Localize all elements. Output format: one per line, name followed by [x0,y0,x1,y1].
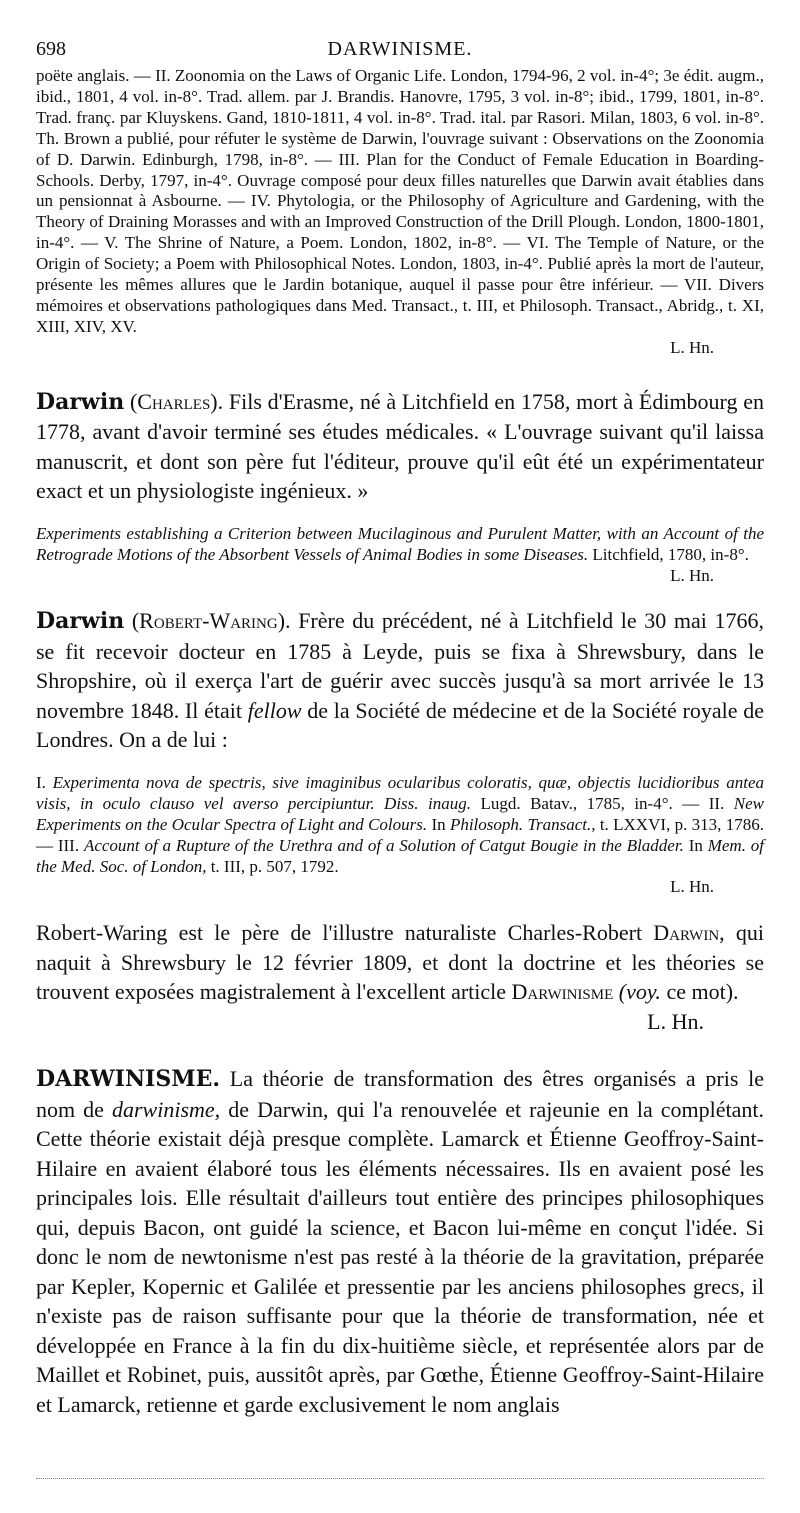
signature: L. Hn. [670,565,714,585]
entry-charles [36,387,764,506]
reference-number: I. [36,772,46,792]
note-name: Darwin, [653,920,725,946]
entry-text: Frère du précédent, né à Litchfield le 30 mai 1766, se fit recevoir docteur en 1785 à Leyde, puis se fixa à Shrewsbury, dans le Shropshire, où il exerça l'art de guérir avec succès jusqu'à sa mort arrivée le 13 novembre 1848. Il était [36,608,764,723]
entry-term: darwinisme, [112,1096,221,1122]
signature: L. Hn. [670,877,714,897]
entry-qualifier: (Charles). [129,388,224,414]
erasme-references [36,66,764,359]
entry-qualifier: (Robert-Waring). [131,608,291,634]
entry-text: de la Société de médecine et de la Société royale de Londres. On a de lui : [36,697,765,753]
reference-publication: In [431,814,446,834]
reference-journal: Philosoph. Transact., [449,814,596,834]
reference-publication: Lugd. Batav., 1785, in-4°. — II. [480,793,725,813]
running-head: DARWINISME. [327,38,473,60]
reference-publication: t. LXXVI, p. 313, 1786. — III. [36,814,764,855]
charles-reference [36,524,764,587]
entry-text: Fils d'Erasme, né à Litchfield en 1758, mort à Édimbourg en 1778, avant d'avoir terminé ses études médicales. « L'ouvrage suivant qu'il laissa manuscrit, et dont son père fut l'éditeur, prouve qu'il eût été un expérimentateur exact et un physiologiste ingénieux. » [36,388,765,504]
reference-publication: Litchfield, 1780, in-8°. [592,544,749,564]
cross-reference: Darwinisme [511,979,614,1005]
robert-note [36,918,764,1036]
page-header [36,30,764,62]
reference-publication: In [688,835,703,855]
erasme-references-text: poëte anglais. — II. Zoonomia on the Laws of Organic Life. London, 1794-96, 2 vol. in-4°; 3e édit. augm., ibid., 1801, 4 vol. in-8°. Trad. allem. par J. Brandis. Hanovre, 1795, 3 vol. in-8°; ibid., 1799, 1801, in-8°. Trad. franç. par Kluyskens. Gand, 1810-1811, 4 vol. in-8°. Trad. ital. par Rasori. Milan, 1803, 6 vol. in-8°. Th. Brown a publié, pour réfuter le système de Darwin, l'ouvrage suivant : Observations on the Zoonomia of D. Darwin. Edinburgh, 1798, in-8°. — III. Plan for the Conduct of Female Education in Boarding-Schools. Derby, 1797, in-4°. Ouvrage composé pour deux filles naturelles que Darwin avait établies dans un pensionnat à Asbourne. — IV. Phytologia, or the Philosophy of Agriculture and Gardening, with the Theory of Draining Morasses and with an Improved Construction of the Drill Plough. London, 1800-1801, in-4°. — V. The Shrine of Nature, a Poem. London, 1802, in-8°. — VI. The Temple of Nature, or the Origin of Society; a Poem with Philosophical Notes. London, 1803, in-4°. Publié après la mort de l'auteur, présente les mêmes allures que le Jardin botanique, auquel il passe pour être inférieur. — VII. Divers mémoires et observations pathologiques dans Med. Transact., t. III, et Philosoph. Transact., Abridg., t. XI, XIII, XIV, XV. [36,66,764,336]
signature: L. Hn. [647,1008,704,1034]
reference-journal: Mem. of the Med. Soc. of London, [36,835,765,876]
signature: L. Hn. [670,337,714,357]
entry-text: La théorie de transformation des êtres organisés a pris le nom de [36,1066,765,1122]
entry-text: de Darwin, qui l'a renouvelée et rajeunie en la complétant. Cette théorie existait déjà presque complète. Lamarck et Étienne Geoffroy-Saint-Hilaire en avaient élaboré tous les éléments nécessaires. Ils en avaient posé les principales lois. Elle résultait d'ailleurs tout entière des principes philosophiques qui, depuis Bacon, ont guidé la science, et Bacon lui-même en conçut l'idée. Si donc le nom de newtonisme n'est pas resté à la théorie de la gravitation, préparée par Kepler, Kopernic et Galilée et pressentie par les anciens philosophes grecs, il n'existe pas de raison suffisante pour que la théorie de transformation, née et développée en France à la fin du dix-huitième siècle, et représentée alors par de Maillet et Robinet, puis, aussitôt après, par Gœthe, Étienne Geoffroy-Saint-Hilaire et Lamarck, retienne et garde exclusivement le nom anglais [36,1096,765,1417]
reference-title: Experimenta nova de spectris, sive imaginibus ocularibus coloratis, quæ, objectis lucidioribus antea visis, in oculo clauso vel averso percipiuntur. Diss. inaug. [36,772,764,813]
robert-references [36,773,764,898]
note-text: ce mot). [666,979,739,1005]
reference-publication: t. III, p. 507, 1792. [210,856,339,876]
entry-headword: DARWINISME. [36,1066,221,1093]
note-text: Robert-Waring est le père de l'illustre naturaliste Charles-Robert [36,920,643,946]
entry-name: Darwin [36,388,125,415]
cross-reference-voy: (voy. [618,979,661,1005]
entry-darwinisme [36,1064,764,1419]
reference-title: Account of a Rupture of the Urethra and of a Solution of Catgut Bougie in the Bladder. [83,835,684,855]
reference-title: Experiments establishing a Criterion between Mucilaginous and Purulent Matter, with an Account of the Retrograde Motions of the Absorbent Vessels of Animal Bodies in some Diseases. [36,523,764,564]
reference-title: New Experiments on the Ocular Spectra of Light and Colours. [36,793,765,834]
entry-term: fellow [247,697,302,723]
entry-name: Darwin [36,608,125,635]
page [36,30,764,1419]
note-text: qui naquit à Shrewsbury le 12 février 1809, et dont la doctrine et les théories se trouvent exposées magistralement à l'excellent article [36,920,765,1005]
entry-robert [36,606,764,755]
page-number: 698 [36,38,66,60]
footer-rule [36,1478,764,1479]
